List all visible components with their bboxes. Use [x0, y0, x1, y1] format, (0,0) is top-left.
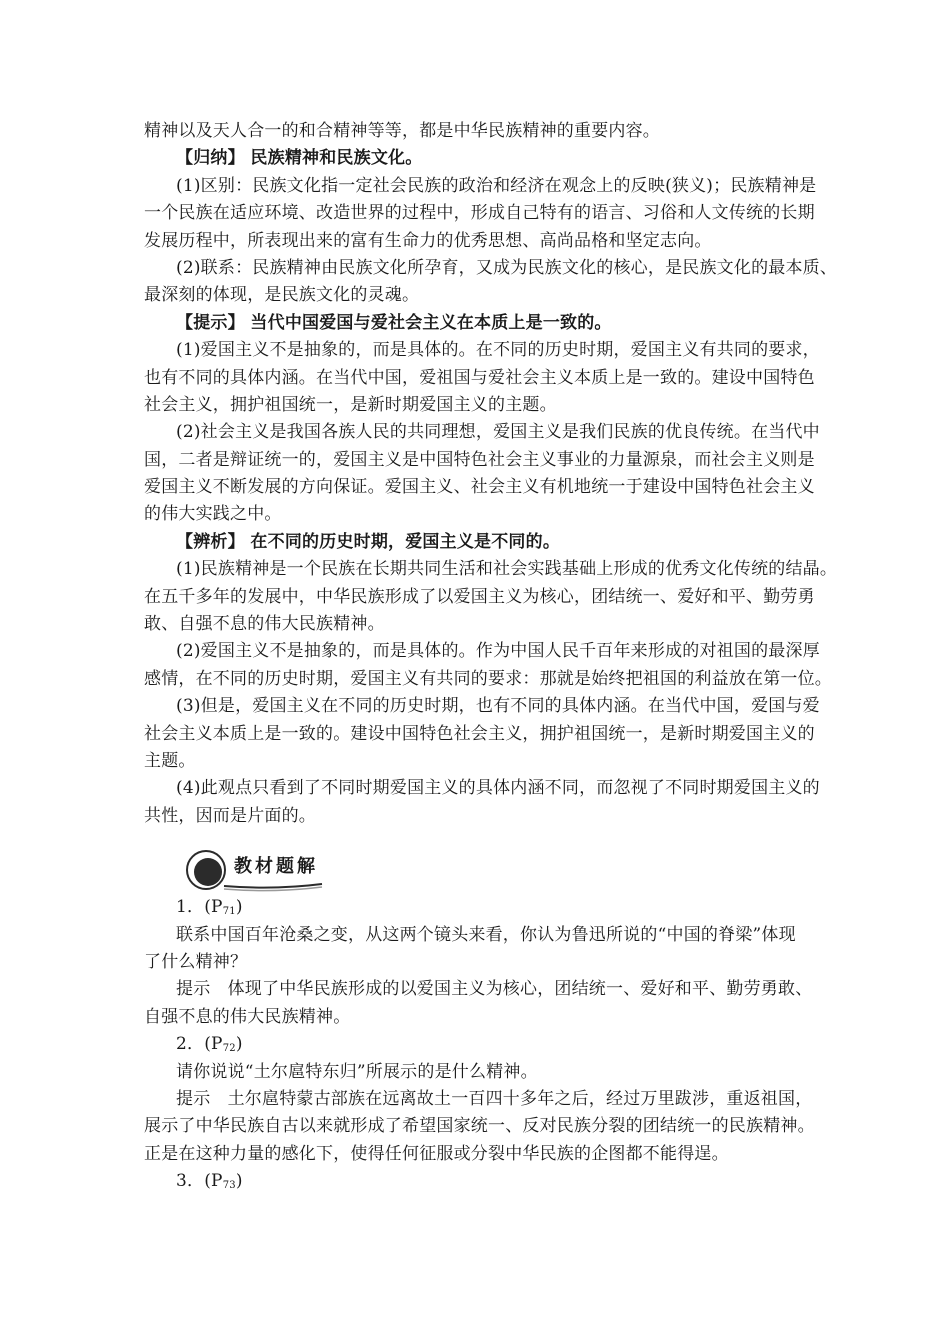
question-text-line: 了什么精神？ — [144, 951, 248, 972]
bianxi-p3-line: 社会主义本质上是一致的。建设中国特色社会主义，拥护祖国统一，是新时期爱国主义的 — [144, 723, 815, 744]
tishi-p1-line: 也有不同的具体内涵。在当代中国，爱祖国与爱社会主义本质上是一致的。建设中国特色 — [144, 367, 815, 388]
tishi-tag: 【提示】 — [176, 312, 245, 333]
question-num-label: 2．(P — [176, 1034, 223, 1055]
bianxi-title: 在不同的历史时期，爱国主义是不同的。 — [250, 531, 561, 552]
question-num-label: 3．(P — [176, 1171, 223, 1192]
bianxi-p3-line: (3)但是，爱国主义在不同的历史时期，也有不同的具体内涵。在当代中国，爱国与爱 — [176, 696, 820, 717]
bianxi-tag: 【辨析】 — [176, 531, 245, 552]
bianxi-p4-line: (4)此观点只看到了不同时期爱国主义的具体内涵不同，而忽视了不同时期爱国主义的 — [176, 778, 820, 799]
guina-heading — [144, 145, 812, 172]
intro-line: 精神以及天人合一的和合精神等等，都是中华民族精神的重要内容。 — [144, 121, 660, 141]
answer-text-line: 自强不息的伟大民族精神。 — [144, 1006, 351, 1027]
bianxi-p2-line: 感情，在不同的历史时期，爱国主义有共同的要求：那就是始终把祖国的利益放在第一位。 — [144, 668, 832, 689]
guina-p1-line: 发展历程中，所表现出来的富有生命力的优秀思想、高尚品格和坚定志向。 — [144, 230, 712, 251]
tishi-p2-line: 国，二者是辩证统一的，爱国主义是中国特色社会主义事业的力量源泉，而社会主义则是 — [144, 449, 815, 470]
tishi-title: 当代中国爱国与爱社会主义在本质上是一致的。 — [250, 312, 612, 333]
tishi-p2-line: (2)社会主义是我国各族人民的共同理想，爱国主义是我们民族的优良传统。在当代中 — [176, 422, 820, 443]
guina-title: 民族精神和民族文化。 — [250, 148, 423, 169]
answer-text-line: 正是在这种力量的感化下，使得任何征服或分裂中华民族的企图都不能得逞。 — [144, 1143, 729, 1164]
bianxi-p4-line: 共性，因而是片面的。 — [144, 805, 316, 826]
tishi-p1-line: 社会主义，拥护祖国统一，是新时期爱国主义的主题。 — [144, 394, 557, 415]
guina-tag: 【归纳】 — [176, 148, 245, 169]
question-page-sub: 71 — [222, 906, 236, 918]
tishi-heading — [144, 310, 812, 337]
bianxi-heading — [144, 529, 812, 556]
answer-text-line: 提示 土尔扈特蒙古部族在远离故土一百四十多年之后，经过万里跋涉，重返祖国， — [176, 1088, 813, 1109]
question-num-close: ) — [235, 1171, 243, 1192]
question-num-close: ) — [235, 1034, 243, 1055]
question-number — [144, 894, 812, 921]
question-text-line: 请你说说“土尔扈特东归”所展示的是什么精神。 — [176, 1061, 538, 1082]
answer-text-line: 提示 体现了中华民族形成的以爱国主义为核心，团结统一、爱好和平、勤劳勇敢、 — [176, 979, 813, 1000]
bianxi-p2-line: (2)爱国主义不是抽象的，而是具体的。作为中国人民千百年来形成的对祖国的最深厚 — [176, 641, 820, 662]
bianxi-p1-line: (1)民族精神是一个民族在长期共同生活和社会实践基础上形成的优秀文化传统的结晶。 — [176, 559, 838, 580]
tishi-p2-line: 爱国主义不断发展的方向保证。爱国主义、社会主义有机地统一于建设中国特色社会主义 — [144, 477, 815, 498]
bianxi-p3-line: 主题。 — [144, 750, 196, 771]
section-title: 教材题解 — [234, 856, 318, 878]
guina-p1-line: 一个民族在适应环境、改造世界的过程中，形成自己特有的语言、习俗和人文传统的长期 — [144, 203, 815, 224]
guina-p1-line: (1)区别：民族文化指一定社会民族的政治和经济在观念上的反映(狭义)；民族精神是 — [176, 175, 817, 196]
guina-p2-line: 最深刻的体现，是民族文化的灵魂。 — [144, 285, 420, 306]
question-number — [144, 1168, 812, 1195]
question-num-label: 1．(P — [176, 897, 223, 918]
bianxi-p1-line: 在五千多年的发展中，中华民族形成了以爱国主义为核心，团结统一、爱好和平、勤劳勇 — [144, 586, 815, 607]
tishi-p2-line: 的伟大实践之中。 — [144, 504, 282, 525]
section-header — [184, 846, 812, 894]
answer-text-line: 展示了中华民族自古以来就形成了希望国家统一、反对民族分裂的团结统一的民族精神。 — [144, 1116, 815, 1137]
tishi-p1-line: (1)爱国主义不是抽象的，而是具体的。在不同的历史时期，爱国主义有共同的要求， — [176, 340, 820, 361]
bianxi-p1-line: 敢、自强不息的伟大民族精神。 — [144, 614, 385, 635]
document-page — [144, 118, 838, 1195]
question-page-sub: 72 — [222, 1043, 236, 1055]
question-num-close: ) — [235, 897, 243, 918]
question-number — [144, 1031, 812, 1058]
guina-p2-line: (2)联系：民族精神由民族文化所孕育，又成为民族文化的核心，是民族文化的最本质、 — [176, 257, 838, 278]
question-page-sub: 73 — [222, 1180, 236, 1192]
question-text-line: 联系中国百年沧桑之变，从这两个镜头来看，你认为鲁迅所说的“中国的脊梁”体现 — [176, 924, 796, 945]
